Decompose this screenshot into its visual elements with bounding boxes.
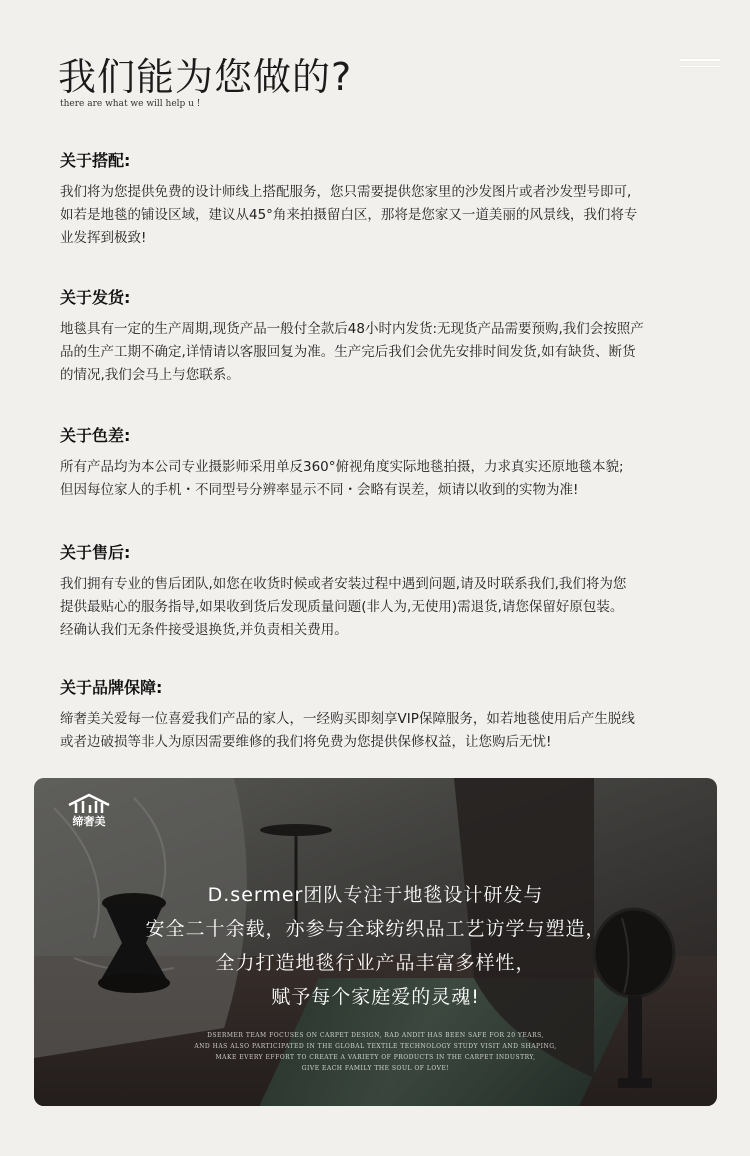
slogan-line: 安全二十余载，亦参与全球纺织品工艺访学与塑造，: [145, 918, 606, 940]
page-subtitle: there are what we will help u !: [60, 99, 201, 109]
section-text: 所有产品均为本公司专业摄影师采用单反360°俯视角度实际地毯拍摄，力求真实还原地毯本貌; 但因每位家人的手机・不同型号分辨率显示不同・会略有误差，烦请以收到的实物为准!: [60, 459, 624, 498]
section-matching: [60, 148, 720, 250]
section-text: 我们拥有专业的售后团队,如您在收货时候或者安装过程中遇到问题,请及时联系我们,我们将为您 提供最贴心的服务指导,如果收到货后发现质量问题(非人为,无使用)需退货,请您保留好原包装。 经确认我们无条件接受退换货,并负责相关费用。: [60, 576, 627, 638]
section-text: 我们将为您提供免费的设计师线上搭配服务，您只需要提供您家里的沙发图片或者沙发型号即可, 如若是地毯的铺设区域，建议从45°角来拍摄留白区，那将是您家又一道美丽的风景线，我们将专 业发挥到极致!: [60, 184, 638, 246]
banner-english-text: [34, 1030, 717, 1074]
section-heading: 关于售后:: [60, 543, 131, 562]
banner-slogan: [34, 878, 717, 1014]
section-text: 缔奢美关爱每一位喜爱我们产品的家人，一经购买即刻享VIP保障服务，如若地毯使用后产生脱线 或者边破损等非人为原因需要维修的我们将免费为您提供保修权益，让您购后无忧!: [60, 711, 635, 750]
house-logo-icon: [66, 793, 112, 815]
section-heading: 关于发货:: [60, 288, 131, 307]
brand-logo-text: 缔奢美: [72, 815, 106, 828]
slogan-line: 全力打造地毯行业产品丰富多样性，: [215, 952, 536, 974]
english-line: GIVE EACH FAMILY THE SOUL OF LOVE!: [301, 1065, 450, 1072]
section-after-sales: [60, 540, 720, 642]
section-heading: 关于品牌保障:: [60, 678, 163, 697]
section-text: 地毯具有一定的生产周期,现货产品一般付全款后48小时内发货:无现货产品需要预购,我们会按照产 品的生产工期不确定,详情请以客服回复为准。生产完后我们会优先安排时间发货,如有缺货、断货 的情况,我们会马上与您联系。: [60, 321, 644, 383]
english-line: DSERMER TEAM FOCUSES ON CARPET DESIGN, RAD ANDIT HAS BEEN SAFE FOR 20 YEARS,: [207, 1032, 544, 1039]
page-title: 我们能为您做的?: [58, 55, 353, 99]
section-color-difference: [60, 423, 720, 502]
section-shipping: [60, 285, 720, 387]
slogan-line: 赋予每个家庭爱的灵魂!: [271, 986, 480, 1008]
brand-logo: [64, 793, 114, 833]
menu-icon[interactable]: [680, 59, 720, 69]
section-brand-guarantee: [60, 675, 720, 754]
slogan-line: D.sermer团队专注于地毯设计研发与: [207, 884, 544, 906]
english-line: AND HAS ALSO PARTICIPATED IN THE GLOBAL TEXTILE TECHNOLOGY STUDY VISIT AND SHAPING,: [194, 1043, 557, 1050]
section-heading: 关于色差:: [60, 426, 131, 445]
section-heading: 关于搭配:: [60, 151, 131, 170]
english-line: MAKE EVERY EFFORT TO CREATE A VARIETY OF PRODUCTS IN THE CARPET INDUSTRY,: [215, 1054, 536, 1061]
